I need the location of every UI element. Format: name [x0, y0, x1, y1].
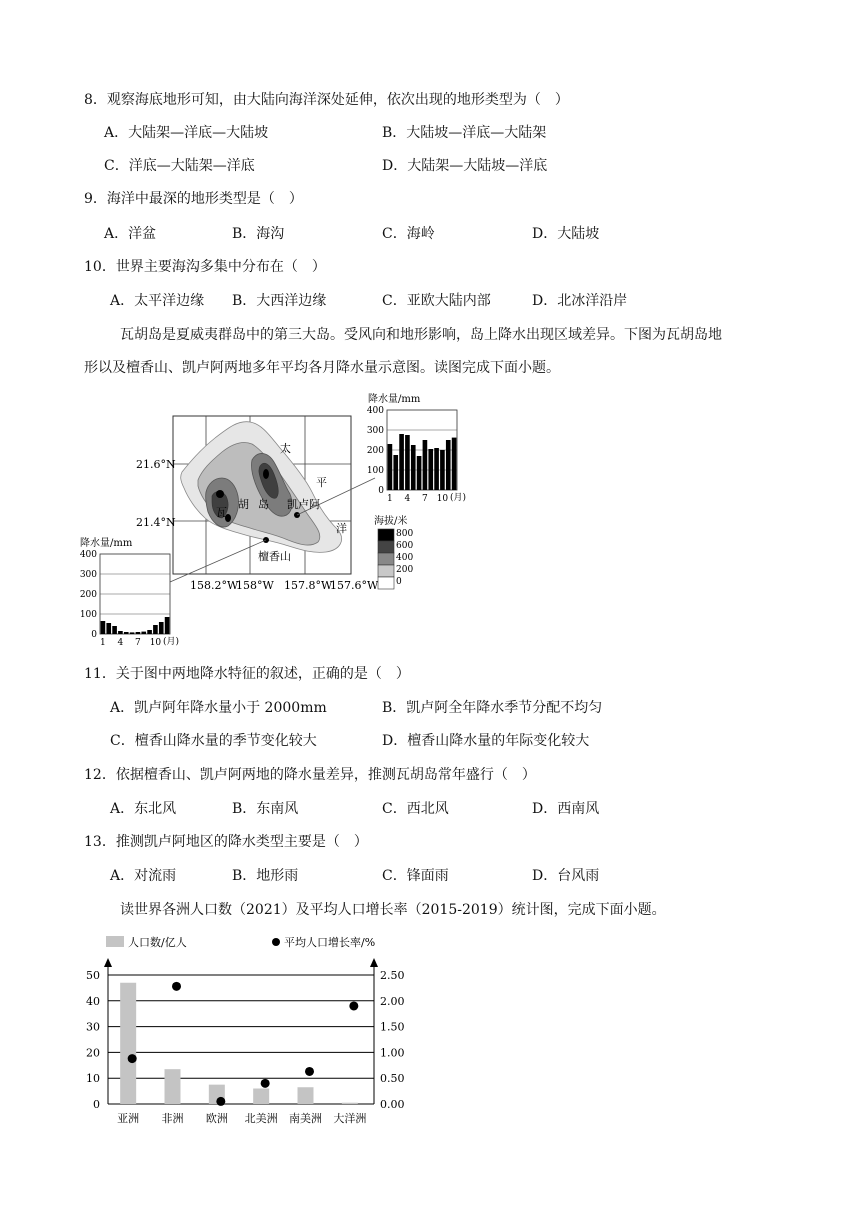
q12-option-d[interactable]: D．西南风	[532, 801, 600, 817]
continent-label-2: 非洲	[161, 1112, 184, 1125]
honolulu-bar-month-9	[147, 630, 152, 634]
q11-option-c[interactable]: C．檀香山降水量的季节变化较大	[110, 733, 317, 749]
honolulu-chart-ylabel: 降水量/mm	[80, 538, 133, 549]
lon-label-157-6: 157.6°W	[330, 579, 379, 592]
honolulu-bar-month-8	[141, 632, 146, 634]
honolulu-ytick-label: 0	[91, 630, 97, 640]
q12-option-b[interactable]: B．东南风	[232, 801, 299, 817]
honolulu-ytick-label: 100	[79, 610, 97, 620]
q12-option-c[interactable]: C．西北风	[382, 801, 449, 817]
q9-option-d[interactable]: D．大陆坡	[532, 226, 600, 242]
island-char-1: 瓦	[216, 506, 227, 519]
legend-value-200: 200	[396, 565, 414, 575]
continent-label-3: 欧洲	[205, 1112, 228, 1125]
kailua-ytick-label: 400	[366, 406, 384, 416]
pop-right-tick-label: 2.00	[380, 994, 405, 1008]
pop-left-tick-label: 10	[86, 1072, 100, 1086]
pop-right-tick-label: 0.50	[380, 1072, 405, 1086]
legend-population-swatch	[106, 936, 124, 947]
elevation-legend-title: 海拔/米	[374, 516, 408, 527]
question-12-stem: 12．依据檀香山、凯卢阿两地的降水量差异，推测瓦胡岛常年盛行（ ）	[84, 767, 536, 783]
growth-rate-dot-2	[172, 982, 181, 991]
population-bar-4	[253, 1089, 269, 1104]
lat-label-21-4: 21.4°N	[136, 516, 176, 529]
lon-label-157-8: 157.8°W	[284, 579, 333, 592]
population-bar-5	[298, 1087, 314, 1104]
population-bar-6	[342, 1103, 358, 1104]
q8-option-d[interactable]: D．大陆架—大陆坡—洋底	[382, 158, 548, 174]
pop-right-tick-label: 1.50	[380, 1020, 405, 1034]
q8-option-b[interactable]: B．大陆坡—洋底—大陆架	[382, 125, 547, 141]
growth-rate-dot-3	[216, 1097, 225, 1106]
honolulu-bar-month-5	[124, 632, 129, 634]
left-axis-arrow	[104, 958, 112, 967]
honolulu-bar-month-4	[118, 631, 123, 634]
continent-label-5: 南美洲	[289, 1112, 322, 1125]
growth-rate-dot-6	[349, 1001, 358, 1010]
kailua-ytick-label: 0	[378, 486, 384, 496]
honolulu-bar-month-3	[112, 626, 117, 634]
ocean-char-1: 太	[280, 442, 291, 455]
question-11-stem: 11．关于图中两地降水特征的叙述，正确的是（ ）	[84, 666, 410, 682]
q12-option-a[interactable]: A．东北风	[110, 801, 177, 817]
legend-growth-label: 平均人口增长率/%	[284, 936, 376, 949]
pop-left-tick-label: 30	[86, 1020, 100, 1034]
pop-right-tick-label: 2.50	[380, 969, 405, 982]
q9-option-a[interactable]: A．洋盆	[104, 226, 157, 242]
q13-option-a[interactable]: A．对流雨	[110, 868, 177, 884]
q13-option-d[interactable]: D．台风雨	[532, 868, 600, 884]
kailua-xtick-label: 1	[387, 494, 393, 504]
legend-value-600: 600	[396, 541, 414, 551]
pop-left-tick-label: 40	[86, 994, 100, 1008]
honolulu-label: 檀香山	[258, 550, 291, 563]
question-10-stem: 10．世界主要海沟多集中分布在（ ）	[84, 259, 326, 275]
growth-rate-dot-5	[305, 1067, 314, 1076]
q11-option-d[interactable]: D．檀香山降水量的年际变化较大	[382, 733, 590, 749]
right-axis-arrow	[370, 958, 378, 967]
pop-left-tick-label: 20	[86, 1046, 100, 1060]
kailua-chart-xlabel: (月)	[450, 493, 467, 503]
q9-option-c[interactable]: C．海岭	[382, 226, 435, 242]
passage-2: 读世界各洲人口数（2021）及平均人口增长率（2015-2019）统计图，完成下面小题。	[120, 902, 666, 918]
honolulu-xtick-label: 1	[100, 638, 106, 648]
honolulu-xtick-label: 7	[135, 638, 141, 648]
honolulu-ytick-label: 400	[79, 550, 97, 560]
q10-option-c[interactable]: C．亚欧大陆内部	[382, 293, 491, 309]
kailua-xtick-label: 10	[436, 494, 449, 504]
kailua-bar-month-2	[393, 455, 398, 490]
kailua-chart-ylabel: 降水量/mm	[368, 394, 421, 405]
lon-label-158-2: 158.2°W	[190, 579, 239, 592]
q10-option-d[interactable]: D．北冰洋沿岸	[532, 293, 628, 309]
kailua-bar-month-5	[411, 445, 416, 490]
population-bar-1	[120, 983, 136, 1104]
pop-right-tick-label: 1.00	[380, 1046, 405, 1060]
q11-option-a[interactable]: A．凯卢阿年降水量小于 2000mm	[110, 700, 327, 716]
lon-label-158: 158°W	[236, 579, 274, 592]
island-char-3: 岛	[258, 498, 269, 511]
kailua-ytick-label: 200	[366, 446, 384, 456]
honolulu-bar-month-7	[136, 632, 141, 634]
q9-option-b[interactable]: B．海沟	[232, 226, 285, 242]
question-13-stem: 13．推测凯卢阿地区的降水类型主要是（ ）	[84, 834, 368, 850]
q10-option-a[interactable]: A．太平洋边缘	[110, 293, 205, 309]
pop-right-tick-label: 0.00	[380, 1098, 405, 1111]
ocean-char-3: 洋	[336, 522, 347, 535]
island-peak-west	[216, 490, 224, 498]
kailua-bar-month-12	[452, 438, 457, 490]
kailua-bar-month-8	[428, 449, 433, 490]
q13-option-b[interactable]: B．地形雨	[232, 868, 299, 884]
q8-option-c[interactable]: C．洋底—大陆架—洋底	[104, 158, 255, 174]
kailua-bar-month-9	[434, 448, 439, 490]
growth-rate-dot-4	[261, 1079, 270, 1088]
kailua-bar-month-3	[399, 434, 404, 490]
kailua-ytick-label: 300	[366, 426, 384, 436]
lat-label-21-6: 21.6°N	[136, 458, 176, 471]
growth-rate-dot-1	[128, 1054, 137, 1063]
continent-label-1: 亚洲	[117, 1112, 140, 1125]
question-8-stem: 8．观察海底地形可知，由大陆向海洋深处延伸，依次出现的地形类型为（ ）	[84, 92, 569, 108]
island-char-2: 胡	[238, 498, 249, 511]
honolulu-chart-xlabel: (月)	[163, 637, 180, 647]
legend-population-label: 人口数/亿人	[128, 936, 187, 949]
kailua-bar-month-1	[388, 444, 393, 490]
kailua-ytick-label: 100	[366, 466, 384, 476]
q11-option-b[interactable]: B．凯卢阿全年降水季节分配不均匀	[382, 700, 603, 716]
legend-value-0: 0	[396, 577, 402, 587]
kailua-bar-month-7	[423, 440, 428, 490]
continent-label-4: 北美洲	[244, 1112, 278, 1125]
kailua-xtick-label: 4	[404, 494, 411, 504]
legend-growth-swatch	[272, 938, 280, 946]
kailua-bar-month-6	[417, 456, 422, 490]
honolulu-bar-month-6	[130, 632, 135, 634]
legend-value-400: 400	[396, 553, 414, 563]
honolulu-bar-month-11	[159, 622, 164, 634]
honolulu-xtick-label: 10	[149, 638, 162, 648]
pop-left-tick-label: 0	[93, 1098, 100, 1111]
kailua-bar-month-10	[440, 450, 445, 490]
honolulu-ytick-label: 200	[79, 590, 97, 600]
continent-label-6: 大洋洲	[333, 1112, 367, 1125]
kailua-bar-month-11	[446, 440, 451, 490]
kailua-precip-chart	[367, 392, 466, 504]
q13-option-c[interactable]: C．锋面雨	[382, 868, 449, 884]
honolulu-xtick-label: 4	[117, 638, 124, 648]
passage-1-line-1: 瓦胡岛是夏威夷群岛中的第三大岛。受风向和地形影响，岛上降水出现区域差异。下图为瓦胡岛地	[120, 327, 722, 343]
oahu-map-figure	[78, 390, 498, 650]
passage-1-line-2: 形以及檀香山、凯卢阿两地多年平均各月降水量示意图。读图完成下面小题。	[84, 360, 560, 376]
honolulu-bar-month-2	[106, 623, 111, 634]
ocean-char-2: 平	[316, 476, 327, 489]
q10-option-b[interactable]: B．大西洋边缘	[232, 293, 327, 309]
kailua-label: 凯卢阿	[287, 498, 320, 511]
island-peak-east	[263, 469, 269, 479]
honolulu-bar-month-1	[101, 621, 106, 634]
kailua-xtick-label: 7	[422, 494, 428, 504]
population-chart	[80, 928, 410, 1128]
honolulu-bar-month-12	[165, 617, 170, 634]
pop-left-tick-label: 50	[86, 969, 100, 982]
honolulu-bar-month-10	[153, 625, 158, 634]
population-bar-2	[165, 1069, 181, 1104]
honolulu-precip-chart	[80, 536, 179, 648]
kailua-bar-month-4	[405, 435, 410, 490]
question-9-stem: 9．海洋中最深的地形类型是（ ）	[84, 191, 303, 207]
legend-value-800: 800	[396, 529, 414, 539]
honolulu-ytick-label: 300	[79, 570, 97, 580]
q8-option-a[interactable]: A．大陆架—洋底—大陆坡	[104, 125, 269, 141]
